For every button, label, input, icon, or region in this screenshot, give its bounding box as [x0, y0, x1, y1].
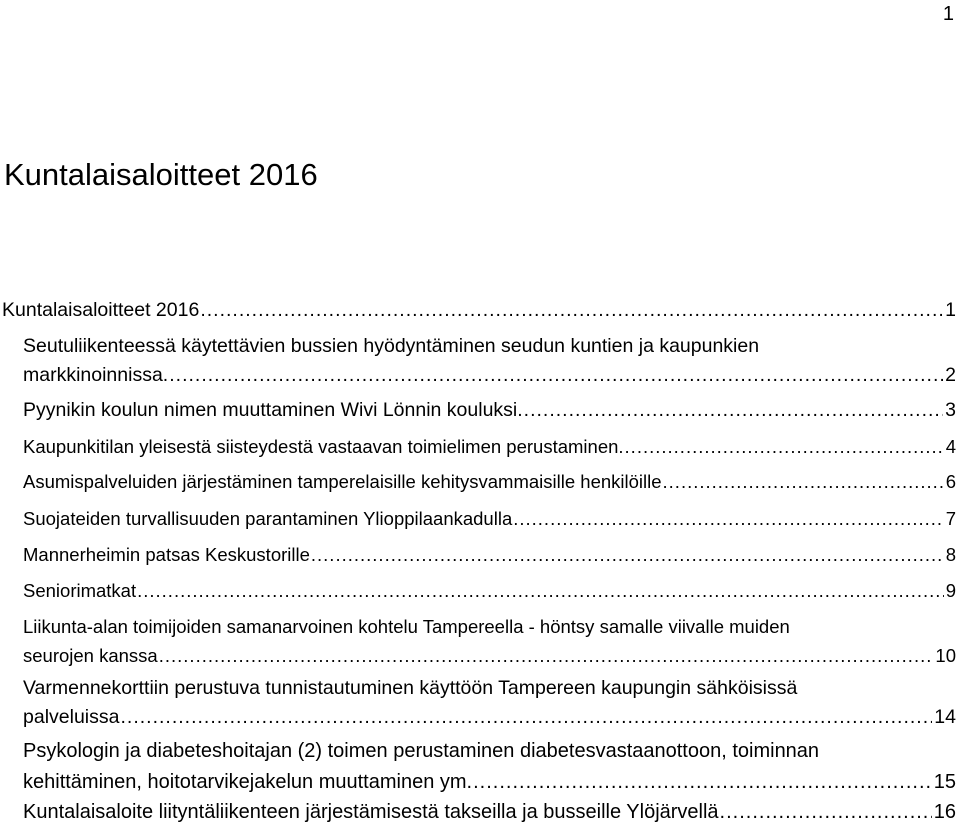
- toc-entry[interactable]: [2, 296, 960, 325]
- toc-leader-dots: [137, 577, 944, 606]
- toc-entry-title: Seniorimatkat: [23, 580, 137, 601]
- toc-entry-page: 7: [945, 508, 956, 529]
- toc-entry[interactable]: [23, 797, 960, 828]
- toc-entry-page: 9: [945, 580, 956, 601]
- toc-entry[interactable]: [23, 613, 960, 670]
- toc-entry-page: 3: [945, 399, 956, 421]
- toc-entry-title: Kaupunkitilan yleisestä siisteydestä vastaavan toimielimen perustaminen.: [23, 436, 624, 457]
- toc-entry-title-continued: palveluissa: [23, 706, 120, 729]
- toc-leader-dots: [159, 642, 934, 671]
- toc-entry-page: 2: [945, 364, 956, 387]
- toc-entry-title: Seutuliikenteessä käytettävien bussien hyödyntäminen seudun kuntien ja kaupunkien: [23, 335, 760, 357]
- toc-entry-title: Psykologin ja diabeteshoitajan (2) toimen perustaminen diabetesvastaanottoon, toiminnan: [23, 740, 820, 762]
- toc-entry-page: 15: [933, 770, 956, 793]
- toc-entry-title: Kuntalaisaloite liityntäliikenteen järjestämisestä takseilla ja busseille Ylöjärvellä: [23, 801, 719, 823]
- toc-entry[interactable]: [23, 505, 960, 534]
- toc-leader-dots: [200, 296, 943, 325]
- toc-entry-page: 1: [945, 299, 956, 321]
- toc-entry-page: 4: [945, 436, 956, 457]
- toc-entry-title: Varmennekorttiin perustuva tunnistautuminen käyttöön Tampereen kaupungin sähköisissä: [23, 677, 798, 699]
- toc-leader-dots: [625, 433, 944, 462]
- toc-entry-title: Suojateiden turvallisuuden parantaminen Ylioppilaankadulla: [23, 508, 513, 529]
- toc-leader-dots: [663, 468, 944, 497]
- toc-leader-dots: [524, 396, 943, 425]
- toc-leader-dots: [513, 505, 943, 534]
- toc-entry[interactable]: [23, 541, 960, 570]
- toc-entry-page: 14: [934, 706, 956, 729]
- toc-entry[interactable]: [23, 674, 960, 733]
- toc-entry[interactable]: [23, 577, 960, 606]
- toc-entry-title-continued: markkinoinnissa.: [23, 364, 169, 387]
- toc-entry-page: 6: [945, 471, 956, 492]
- toc-entry-title-continued: seurojen kanssa: [23, 644, 158, 666]
- toc-leader-dots: [473, 767, 932, 798]
- toc-entry[interactable]: [23, 433, 960, 462]
- toc-entry-title: Pyynikin koulun nimen muuttaminen Wivi Lönnin kouluksi.: [23, 399, 523, 421]
- document-title: Kuntalaisaloitteet 2016: [4, 157, 318, 192]
- toc-entry[interactable]: [23, 468, 960, 497]
- page-number: 1: [942, 3, 954, 25]
- toc-entry-title: Mannerheimin patsas Keskustorille: [23, 544, 310, 565]
- toc-entry-page: 10: [935, 644, 956, 666]
- toc-entry-title-continued: kehittäminen, hoitotarvikejakelun muuttaminen ym.: [23, 770, 473, 793]
- toc-entry-title: Kuntalaisaloitteet 2016: [2, 299, 200, 321]
- toc-leader-dots: [169, 361, 943, 390]
- toc-entry[interactable]: [23, 736, 960, 797]
- toc-entry-page: 16: [933, 801, 956, 823]
- toc-leader-dots: [311, 541, 944, 570]
- toc-leader-dots: [120, 703, 932, 732]
- toc-entry-title: Asumispalveluiden järjestäminen tamperelaisille kehitysvammaisille henkilöille: [23, 471, 662, 492]
- toc-entry[interactable]: [23, 332, 960, 391]
- toc-entry-page: 8: [945, 544, 956, 565]
- toc-entry[interactable]: [23, 396, 960, 425]
- toc-leader-dots: [720, 797, 932, 828]
- toc-entry-title: Liikunta-alan toimijoiden samanarvoinen kohtelu Tampereella - höntsy samalle viivalle muiden: [23, 616, 790, 637]
